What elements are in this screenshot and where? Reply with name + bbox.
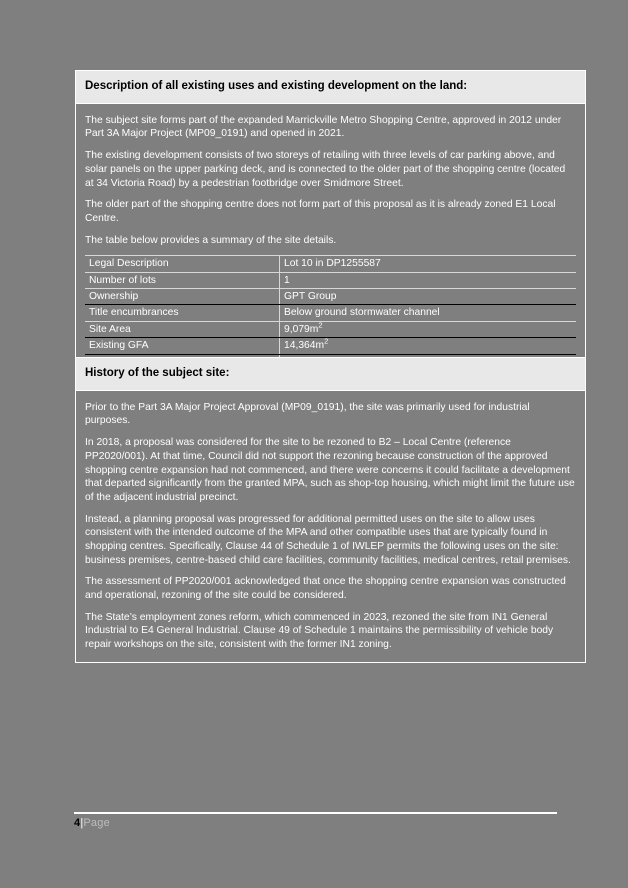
footer-page-label: Page	[83, 817, 110, 829]
table-row	[85, 321, 576, 337]
table-cell-value-text: Lot 10 in DP1255587	[284, 258, 381, 270]
footer-divider	[74, 812, 557, 814]
site-details-table-body	[85, 256, 576, 371]
table-cell-value	[280, 305, 577, 321]
table-cell-key: Existing GFA	[85, 338, 280, 354]
table-cell-key: Title encumbrances	[85, 305, 280, 321]
section-description-body	[76, 104, 585, 381]
table-cell-value	[280, 256, 577, 272]
site-details-table	[85, 255, 576, 371]
table-cell-key: Ownership	[85, 289, 280, 305]
footer-separator: |	[80, 817, 84, 829]
table-cell-value	[280, 338, 577, 354]
table-row	[85, 272, 576, 288]
section-history	[75, 357, 586, 663]
table-cell-value-text: 9,079m	[284, 323, 319, 335]
section-history-body	[76, 391, 585, 662]
table-cell-key: Number of lots	[85, 272, 280, 288]
paragraph: Instead, a planning proposal was progressed for additional permitted uses on the site to allow uses consistent with the intended outcome of the MPA and other compatible uses that are typically found in shopping centres. Specifically, Clause 44 of Schedule 1 of IWLEP permits the following uses on the site: business premises, centre-based child care facilities, community facilities, medical centres, retail premises.	[85, 513, 571, 566]
table-row	[85, 305, 576, 321]
paragraph: The State’s employment zones reform, which commenced in 2023, rezoned the site from IN1 General Industrial to E4 General Industrial. Clause 49 of Schedule 1 maintains the permissibility of vehicle body repair workshops on the site, consistent with the former IN1 zoning.	[85, 611, 554, 651]
table-cell-value	[280, 321, 577, 337]
section-history-heading: History of the subject site:	[76, 358, 585, 391]
paragraph: In 2018, a proposal was considered for the site to be rezoned to B2 – Local Centre (reference PP2020/001). At that time, Council did not support the rezoning because construction of the approved shopping centre expansion had not commenced, and there were concerns it could facilitate a development that departed significantly from the granted MPA, such as shop-top housing, which might limit the future use of the adjacent industrial precinct.	[85, 437, 575, 503]
table-cell-value-text: Below ground stormwater channel	[284, 307, 440, 319]
table-cell-value-superscript: 2	[318, 320, 323, 330]
table-row	[85, 338, 576, 354]
table-row	[85, 256, 576, 272]
paragraph: The older part of the shopping centre does not form part of this proposal as it is already zoned E1 Local Centre.	[85, 199, 556, 224]
paragraph: The assessment of PP2020/001 acknowledged that once the shopping centre expansion was constructed and operational, rezoning of the site could be considered.	[85, 576, 566, 602]
table-cell-value	[280, 272, 577, 288]
table-cell-value-text: GPT Group	[284, 291, 337, 303]
paragraph: The existing development consists of two storeys of retailing with three levels of car parking above, and solar panels on the upper parking deck, and is connected to the older part of the shopping centre (located at 34 Victoria Road) by a pedestrian footbridge over Smidmore Street.	[85, 150, 566, 189]
table-cell-value-text: 1	[284, 274, 290, 286]
paragraph: The subject site forms part of the expanded Marrickville Metro Shopping Centre, approved in 2012 under Part 3A Major Project (MP09_0191) and opened in 2021.	[85, 114, 562, 140]
table-cell-value-text: 14,364m	[284, 340, 325, 352]
table-cell-value	[280, 289, 577, 305]
footer-text	[74, 817, 557, 829]
section-description-heading: Description of all existing uses and existing development on the land:	[76, 71, 585, 104]
table-cell-value-superscript: 2	[324, 336, 329, 346]
paragraph: The table below provides a summary of the site details.	[85, 234, 337, 246]
footer-page-number: 4	[74, 817, 81, 829]
table-row	[85, 289, 576, 305]
page-footer	[74, 812, 557, 829]
table-cell-key: Site Area	[85, 321, 280, 337]
table-cell-key: Legal Description	[85, 256, 280, 272]
paragraph: Prior to the Part 3A Major Project Approval (MP09_0191), the site was primarily used for industrial purposes.	[85, 401, 530, 427]
section-description	[75, 70, 586, 382]
